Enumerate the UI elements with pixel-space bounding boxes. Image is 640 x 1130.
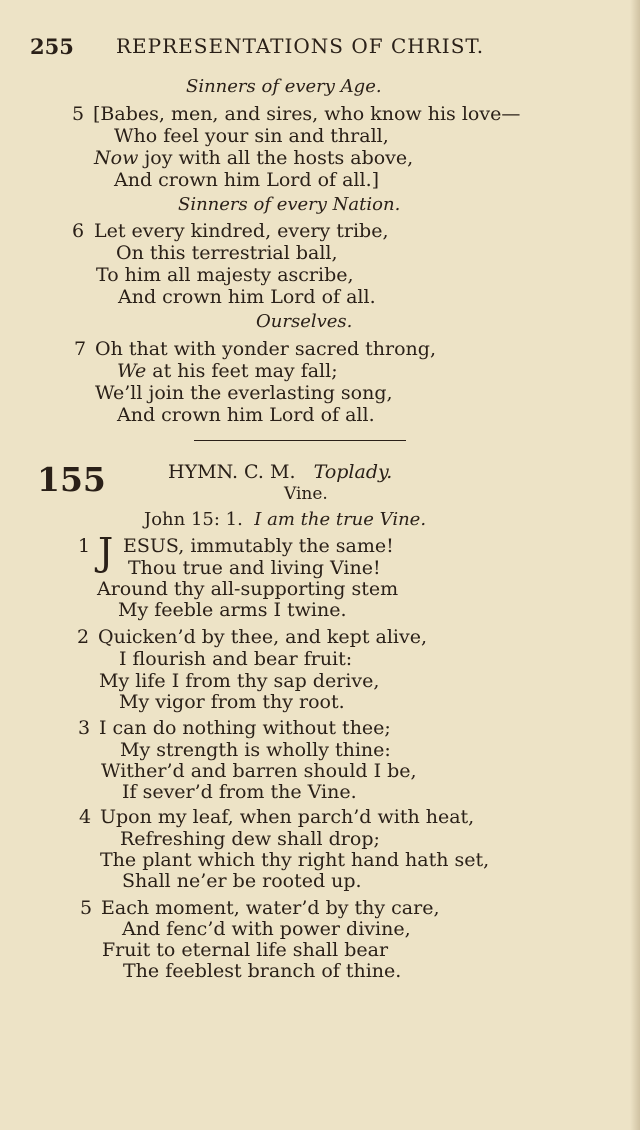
- verse-line: Wither’d and barren should I be,: [101, 760, 417, 782]
- verse-number: 7: [74, 338, 87, 360]
- drop-cap: J: [98, 530, 114, 574]
- verse-line: To him all majesty ascribe,: [96, 264, 354, 286]
- verse-line: I flourish and bear fruit:: [119, 648, 353, 670]
- verse-number: 1: [78, 535, 91, 557]
- verse-line: Upon my leaf, when parch’d with heat,: [100, 806, 475, 828]
- verse-line: Oh that with yonder sacred throng,: [95, 338, 436, 360]
- verse-line-rest: at his feet may fall;: [152, 360, 338, 382]
- verse-line: And crown him Lord of all.: [117, 404, 375, 426]
- verse-line: And fenc’d with power divine,: [122, 918, 411, 940]
- verse-number: 4: [79, 806, 92, 828]
- verse-line: Fruit to eternal life shall bear: [102, 939, 389, 961]
- verse-line: My feeble arms I twine.: [118, 599, 347, 621]
- verse-line: Refreshing dew shall drop;: [120, 828, 380, 850]
- verse-number: 5: [72, 103, 85, 125]
- italic-word: Now: [94, 147, 139, 169]
- verse-line-with-italic: [94, 147, 413, 169]
- verse-line: Quicken’d by thee, and kept alive,: [98, 626, 428, 648]
- verse-line: Each moment, water’d by thy care,: [101, 897, 440, 919]
- hymn-meter: HYMN. C. M.: [168, 461, 296, 483]
- hymn-tune: Vine.: [284, 484, 328, 504]
- verse-line-rest: joy with all the hosts above,: [144, 147, 414, 169]
- section-subtitle: Sinners of every Age.: [186, 76, 382, 97]
- verse-line: My life I from thy sap derive,: [99, 670, 380, 692]
- page-number: 255: [30, 34, 74, 59]
- running-title: REPRESENTATIONS OF CHRIST.: [116, 34, 485, 58]
- verse-line: ESUS, immutably the same!: [123, 535, 394, 557]
- hymn-author: Toplady.: [313, 461, 393, 483]
- verse-line: Around thy all-supporting stem: [97, 578, 399, 600]
- section-subtitle: Sinners of every Nation.: [178, 194, 401, 215]
- verse-line: And crown him Lord of all.: [118, 286, 376, 308]
- verse-line: Thou true and living Vine!: [128, 557, 381, 579]
- page-header: [30, 34, 590, 64]
- verse-line: On this terrestrial ball,: [116, 242, 338, 264]
- verse-line: We’ll join the everlasting song,: [95, 382, 393, 404]
- hymn-heading: [168, 460, 392, 484]
- verse-number: 2: [77, 626, 90, 648]
- verse-number: 5: [80, 897, 93, 919]
- verse-line: Let every kindred, every tribe,: [94, 220, 389, 242]
- hymn-number: 155: [37, 460, 106, 499]
- verse-line: If sever’d from the Vine.: [122, 781, 357, 803]
- verse-line: Shall ne’er be rooted up.: [122, 870, 362, 892]
- reference-citation: John 15: 1.: [144, 509, 243, 530]
- verse-line: I can do nothing without thee;: [99, 717, 391, 739]
- scripture-reference: [144, 509, 426, 531]
- verse-line: The plant which thy right hand hath set,: [100, 849, 490, 871]
- verse-line: Who feel your sin and thrall,: [114, 125, 389, 147]
- italic-word: We: [117, 360, 147, 382]
- verse-line: My vigor from thy root.: [119, 691, 345, 713]
- verse-line: The feeblest branch of thine.: [123, 960, 402, 982]
- verse-line: And crown him Lord of all.]: [114, 169, 380, 191]
- section-divider: [194, 440, 406, 441]
- verse-line: [Babes, men, and sires, who know his love—: [93, 103, 521, 125]
- page-edge-shadow: [630, 0, 640, 1130]
- verse-line: My strength is wholly thine:: [120, 739, 391, 761]
- verse-number: 6: [72, 220, 85, 242]
- section-subtitle: Ourselves.: [256, 311, 353, 332]
- reference-text: I am the true Vine.: [254, 509, 427, 530]
- verse-number: 3: [78, 717, 91, 739]
- verse-line-with-italic: [117, 360, 338, 382]
